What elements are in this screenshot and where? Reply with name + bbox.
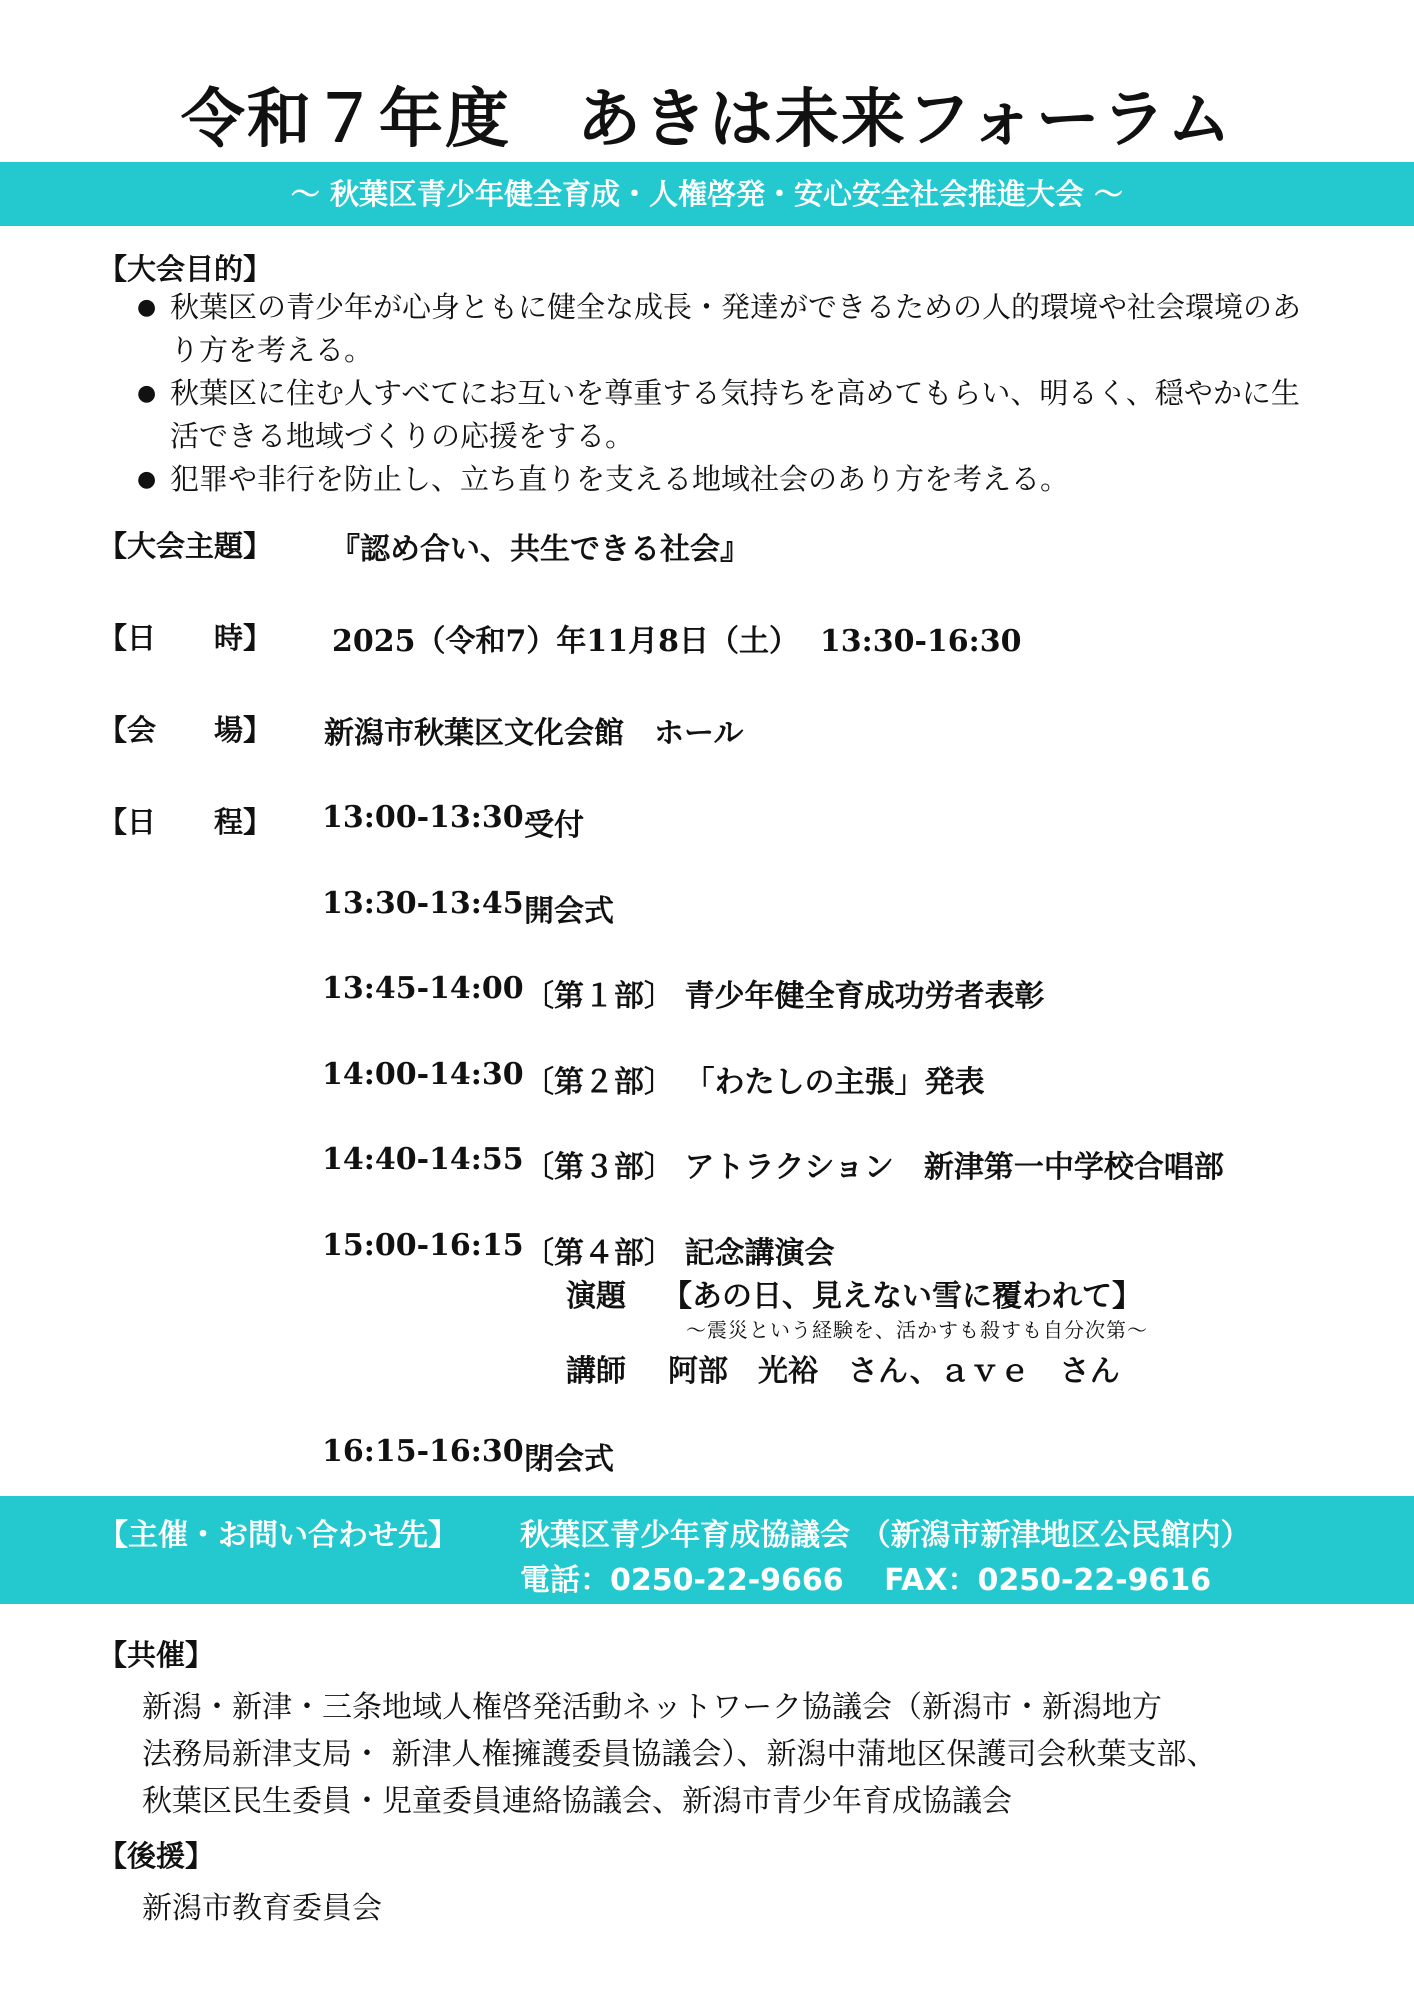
schedule-desc: 〔第２部〕 「わたしの主張」発表 bbox=[524, 1065, 985, 1100]
schedule-time: 15:00-16:15 bbox=[322, 1228, 524, 1263]
venue-label: 【会 場】 bbox=[98, 713, 273, 747]
contact-band bbox=[0, 1496, 1414, 1604]
page-title: 令和７年度 あきは未来フォーラム bbox=[180, 83, 1234, 157]
schedule-desc: 開会式 bbox=[524, 894, 614, 929]
schedule-desc: 〔第４部〕 記念講演会 bbox=[524, 1236, 835, 1271]
bullet-icon: ● bbox=[137, 295, 157, 320]
cosponsor-label: 【共催】 bbox=[98, 1638, 215, 1672]
datetime-value: 2025（令和7）年11月8日（土） 13:30-16:30 bbox=[332, 624, 1022, 659]
datetime-label: 【日 時】 bbox=[98, 621, 273, 655]
schedule-time: 16:15-16:30 bbox=[322, 1434, 524, 1469]
lecturer: 阿部 光裕 さん、ａｖｅ さん bbox=[668, 1354, 1120, 1389]
schedule-desc: 閉会式 bbox=[524, 1442, 614, 1477]
support-value: 新潟市教育委員会 bbox=[142, 1891, 382, 1926]
schedule-desc: 受付 bbox=[524, 808, 584, 843]
purpose-item-text: 秋葉区に住む人すべてにお互いを尊重する気持ちを高めてもらい、明るく、穏やかに生活できる地域づくりの応援をする。 bbox=[170, 376, 1300, 453]
theme-value: 『認め合い、共生できる社会』 bbox=[330, 532, 750, 567]
schedule-time: 13:30-13:45 bbox=[322, 886, 524, 921]
subtitle-band bbox=[0, 162, 1414, 226]
lecture-subtitle: ～震災という経験を、活かすも殺すも自分次第～ bbox=[686, 1318, 1148, 1342]
purpose-label: 【大会目的】 bbox=[98, 252, 273, 286]
purpose-list bbox=[137, 286, 1310, 501]
lecture-title-label: 演題 bbox=[566, 1279, 626, 1314]
schedule-desc: 〔第３部〕 アトラクション 新津第一中学校合唱部 bbox=[524, 1150, 1224, 1185]
bullet-icon: ● bbox=[137, 467, 157, 492]
schedule-time: 13:00-13:30 bbox=[322, 800, 524, 835]
schedule-time: 14:00-14:30 bbox=[322, 1057, 524, 1092]
cosponsor-line: 新潟・新津・三条地域人権啓発活動ネットワーク協議会（新潟市・新潟地方 bbox=[142, 1690, 1162, 1725]
schedule-desc: 〔第１部〕 青少年健全育成功労者表彰 bbox=[524, 979, 1045, 1014]
support-label: 【後援】 bbox=[98, 1839, 215, 1873]
lecturer-label: 講師 bbox=[566, 1354, 626, 1389]
purpose-item bbox=[137, 458, 1310, 501]
cosponsor-line: 秋葉区民生委員・児童委員連絡協議会、新潟市青少年育成協議会 bbox=[142, 1784, 1012, 1819]
schedule-label: 【日 程】 bbox=[98, 805, 273, 839]
venue-value: 新潟市秋葉区文化会館 ホール bbox=[324, 716, 744, 751]
schedule-time: 13:45-14:00 bbox=[322, 971, 524, 1006]
contact-label: 【主催・お問い合わせ先】 bbox=[98, 1518, 458, 1553]
contact-organization: 秋葉区青少年育成協議会 （新潟市新津地区公民館内） bbox=[520, 1518, 1251, 1553]
theme-label: 【大会主題】 bbox=[98, 529, 273, 563]
cosponsor-line: 法務局新津支局・ 新津人権擁護委員協議会）、新潟中蒲地区保護司会秋葉支部、 bbox=[142, 1737, 1217, 1772]
bullet-icon: ● bbox=[137, 381, 157, 406]
purpose-item-text: 犯罪や非行を防止し、立ち直りを支える地域社会のあり方を考える。 bbox=[170, 462, 1070, 496]
purpose-item bbox=[137, 372, 1310, 458]
subtitle: ～ 秋葉区青少年健全育成・人権啓発・安心安全社会推進大会 ～ bbox=[290, 177, 1124, 211]
schedule-time: 14:40-14:55 bbox=[322, 1142, 524, 1177]
contact-phone-fax: 電話：0250-22-9666 FAX：0250-22-9616 bbox=[520, 1563, 1212, 1598]
purpose-item bbox=[137, 286, 1310, 372]
purpose-item-text: 秋葉区の青少年が心身ともに健全な成長・発達ができるための人的環境や社会環境のあり方を考える。 bbox=[170, 290, 1302, 367]
lecture-title: 【あの日、見えない雪に覆われて】 bbox=[662, 1279, 1142, 1314]
